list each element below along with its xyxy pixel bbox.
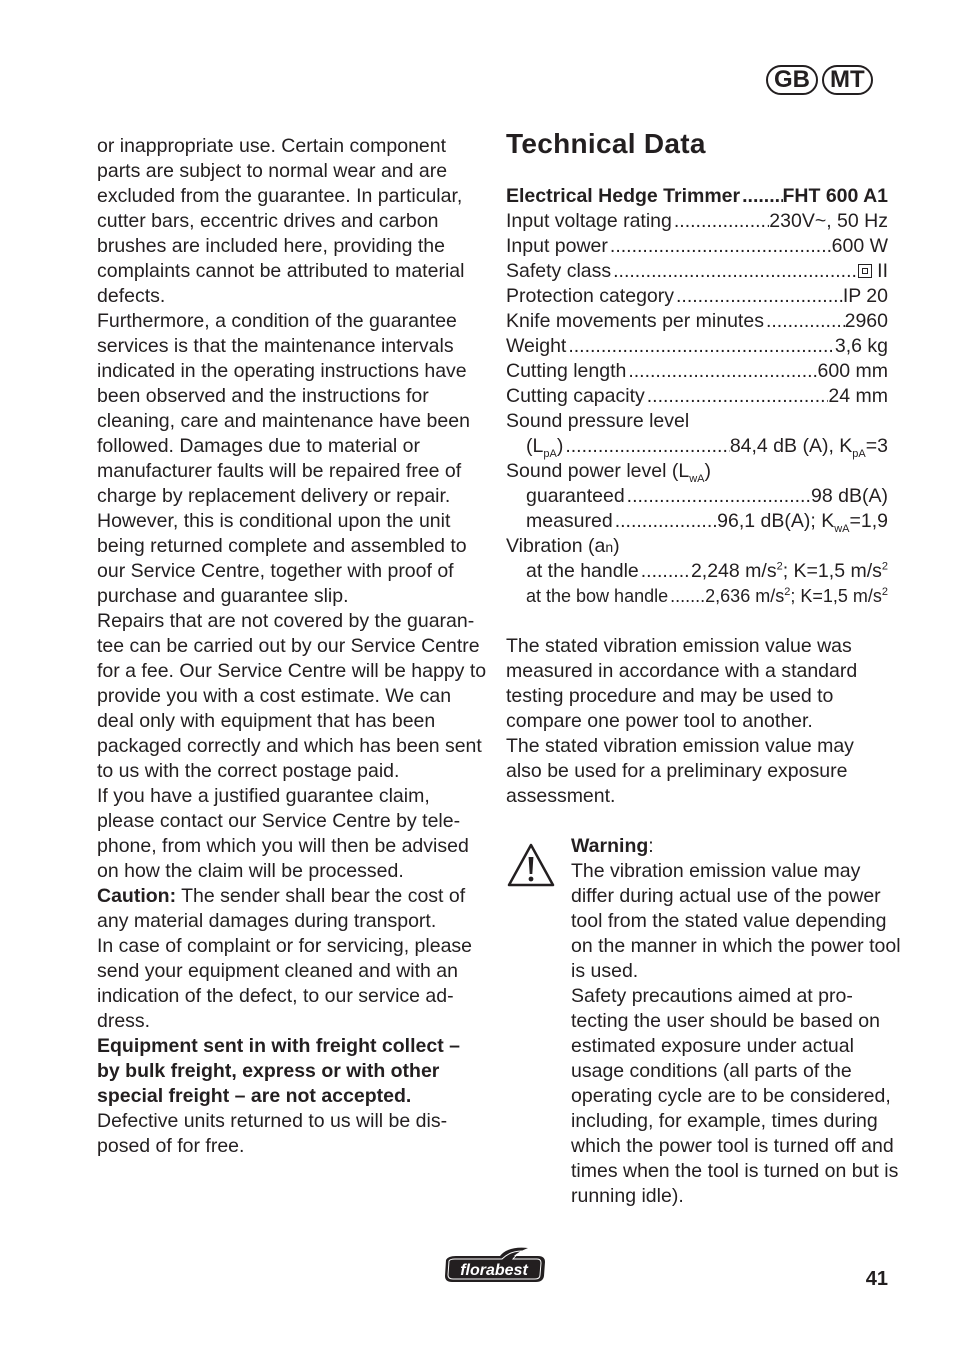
emission-text: [506, 634, 888, 809]
sound-power-label: Sound power level $(L_{wA})$: [506, 460, 711, 485]
spec-row-safety-class: Safety class ..... II: [506, 259, 888, 284]
guarantee-paragraph-2: Furthermore, a condition of the guarantee services is that the maintenance intervals indicated in the operating instructions have been observed and the instructions for cleaning, care and maintenance have been followed. Damages due to material or manufacturer faults will be repaired free of charge by replacement delivery or repair.: [97, 310, 470, 507]
guarantee-paragraph-1: or inappropriate use. Certain component parts are subject to normal wear and are excluded from the guarantee. In particular, cutter bars, eccentric drives and carbon brushes are included here, providing the complaints cannot be attributed to material defects.: [97, 135, 465, 307]
warning-paragraph-1: The vibration emission value may differ during actual use of the power tool from the stated value depending on the manner in which the power tool is used.: [571, 860, 901, 982]
safety-class-ii-icon: [858, 264, 872, 278]
florabest-logo: [442, 1244, 548, 1286]
guarantee-paragraph-7: In case of complaint or for servicing, please send your equipment cleaned and with an indication of the defect, to our service ad-dress.: [97, 935, 473, 1032]
spec-row: Cutting length ..... 600 mm: [506, 359, 888, 384]
page-number: 41: [865, 1268, 888, 1290]
language-badges: [766, 65, 873, 95]
warning-block: [571, 834, 901, 1209]
sound-pressure-label: Sound pressure level: [506, 410, 690, 432]
freight-notice: Equipment sent in with freight collect – by bulk freight, express or with other special freight – are not accepted.: [97, 1035, 460, 1107]
spec-row-sound-pressure: $(L_{pA})$ ..... 84,4 dB (A), $K_{pA}=3$: [506, 434, 888, 459]
spec-row: Input power ..... 600 W: [506, 234, 888, 259]
spec-row: Cutting capacity ..... 24 mm: [506, 384, 888, 409]
spec-row-handle: at the handle ..... 2,248 $m/s^2$; K=1,5 $m/s^2$: [506, 559, 888, 584]
technical-data-table: [506, 184, 888, 609]
caution-text: The sender shall bear the cost of any material damages during transport.: [97, 885, 466, 932]
warning-triangle-icon: [506, 842, 556, 888]
guarantee-paragraph-9: Defective units returned to us will be dis-posed of for free.: [97, 1110, 448, 1157]
spec-row-measured: measured ..... 96,1 dB(A); $K_{wA}=1,9$: [506, 509, 888, 534]
emission-paragraph-1: The stated vibration emission value was measured in accordance with a standard testing procedure and may be used to compare one power tool to another.: [506, 635, 858, 732]
vibration-label: Vibration (an): [506, 535, 620, 557]
spec-row: Protection category ..... IP 20: [506, 284, 888, 309]
spec-row-guaranteed: guaranteed ..... 98 dB(A): [506, 484, 888, 509]
spec-row: Input voltage rating ..... 230V~, 50 Hz: [506, 209, 888, 234]
warning-title: Warning:: [571, 835, 654, 857]
guarantee-text-column: [97, 134, 487, 1159]
spec-row: Weight ..... 3,6 kg: [506, 334, 888, 359]
lang-badge-mt: MT: [822, 65, 873, 95]
spec-label: Electrical Hedge Trimmer: [506, 185, 741, 207]
emission-paragraph-2: The stated vibration emission value may also be used for a preliminary exposure assessment.: [506, 735, 854, 807]
lang-badge-gb: GB: [766, 65, 818, 95]
logo-text: florabest: [460, 1262, 528, 1279]
caution-paragraph: [97, 884, 487, 934]
spec-row-bow-handle: at the bow handle ..... 2,636 $m/s^2$; K=1,5 $m/s^2$: [506, 584, 888, 609]
warning-paragraph-2: Safety precautions aimed at pro-tecting the user should be based on estimated exposure under actual usage conditions (all parts of the operating cycle are to be considered, including, for example, times during which the power tool is turned off and times when the tool is turned on but is running idle).: [571, 985, 899, 1207]
section-title: Technical Data: [506, 128, 706, 159]
spec-row: Knife movements per minutes ..... 2960: [506, 309, 888, 334]
guarantee-paragraph-4: Repairs that are not covered by the guaran-tee can be carried out by our Service Centre for a fee. Our Service Centre will be happy to provide you with a cost estimate. We can deal only with equipment that has been packaged correctly and which has been sent to us with the correct postage paid.: [97, 610, 487, 782]
caution-label: Caution:: [97, 885, 177, 907]
guarantee-paragraph-3: However, this is conditional upon the unit being returned complete and assembled to our Service Centre, together with proof of purchase and guarantee slip.: [97, 510, 467, 607]
spec-row-product: [506, 184, 888, 209]
spec-value: FHT 600 A1: [782, 185, 888, 207]
guarantee-paragraph-5: If you have a justified guarantee claim, please contact our Service Centre by tele-phone, from which you will then be advised on how the claim will be processed.: [97, 785, 469, 882]
